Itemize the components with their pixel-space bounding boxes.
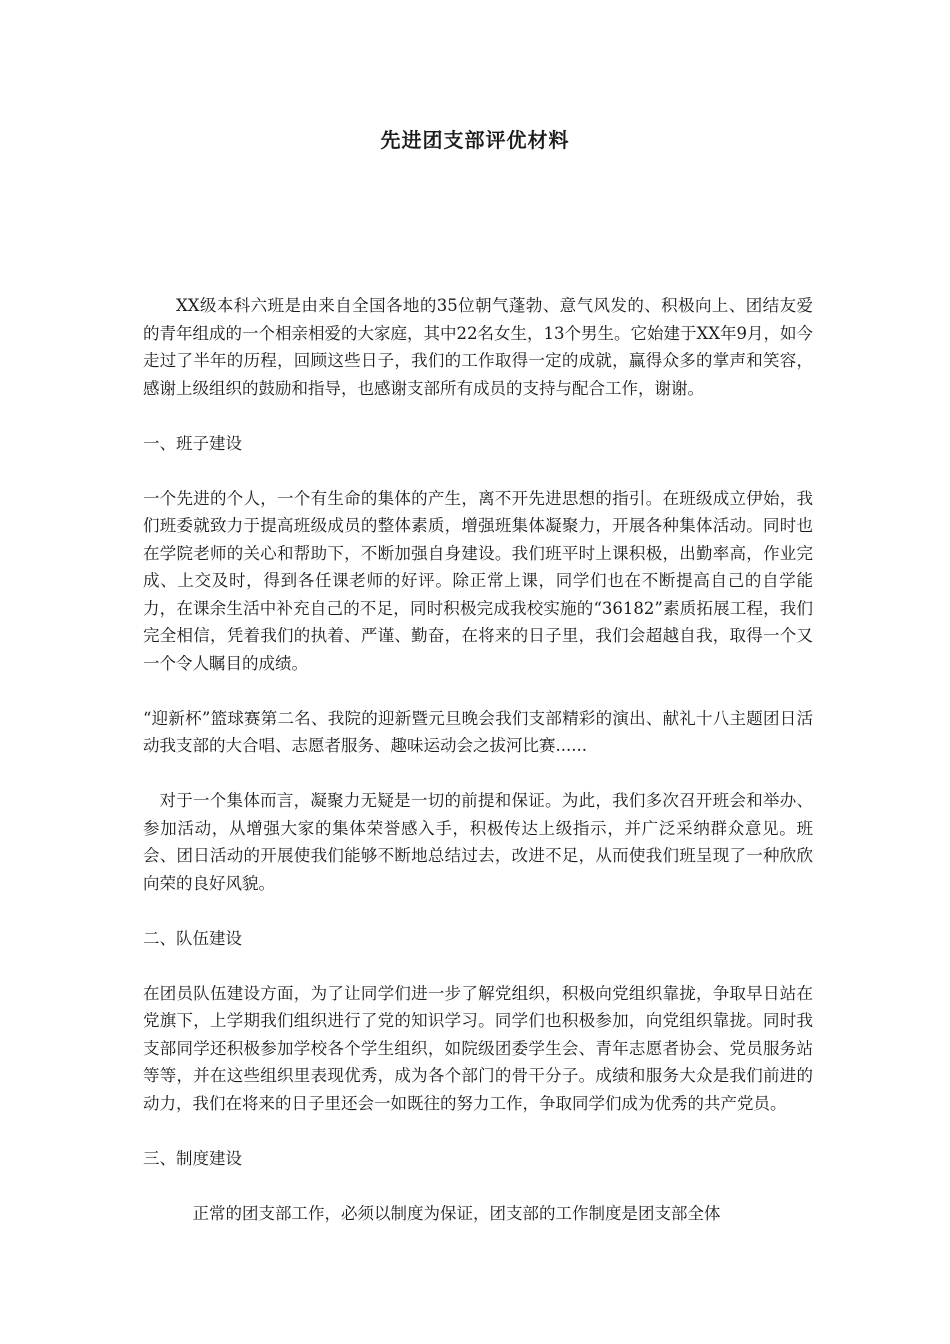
section-heading-team: 二、队伍建设: [143, 928, 242, 948]
cohesion-paragraph: 对于一个集体而言，凝聚力无疑是一切的前提和保证。为此，我们多次召开班会和举办、参加活动，从增强大家的集体荣誉感入手，积极传达上级指示，并广泛采纳群众意见。班会、团日活动的开展使我们能够不断地总结过去，改进不足，从而使我们班呈现了一种欣欣向荣的良好风貌。: [143, 791, 813, 893]
activities-paragraph: “迎新杯”篮球赛第二名、我院的迎新暨元旦晚会我们支部精彩的演出、献礼十八主题团日活动我支部的大合唱、志愿者服务、趣味运动会之拔河比赛......: [143, 708, 813, 755]
document-body: [143, 292, 813, 1255]
section-heading-leadership: 一、班子建设: [143, 433, 242, 453]
intro-paragraph: XX级本科六班是由来自全国各地的35位朝气蓬勃、意气风发的、积极向上、团结友爱的青年组成的一个相亲相爱的大家庭，其中22名女生，13个男生。它始建于XX年9月，如今走过了半年的历程，回顾这些日子，我们的工作取得一定的成就，赢得众多的掌声和笑容，感谢上级组织的鼓励和指导，也感谢支部所有成员的支持与配合工作，谢谢。: [143, 296, 813, 398]
team-paragraph: 在团员队伍建设方面，为了让同学们进一步了解党组织，积极向党组织靠拢，争取早日站在党旗下，上学期我们组织进行了党的知识学习。同学们也积极参加，向党组织靠拢。同时我支部同学还积极参加学校各个学生组织，如院级团委学生会、青年志愿者协会、党员服务站等等，并在这些组织里表现优秀，成为各个部门的骨干分子。成绩和服务大众是我们前进的动力，我们在将来的日子里还会一如既往的努力工作，争取同学们成为优秀的共产党员。: [143, 983, 813, 1113]
leadership-paragraph: 一个先进的个人，一个有生命的集体的产生，离不开先进思想的指引。在班级成立伊始，我们班委就致力于提高班级成员的整体素质，增强班集体凝聚力，开展各种集体活动。同时也在学院老师的关心和帮助下，不断加强自身建设。我们班平时上课积极，出勤率高，作业完成、上交及时，得到各任课老师的好评。除正常上课，同学们也在不断提高自己的自学能力，在课余生活中补充自己的不足，同时积极完成我校实施的“36182”素质拓展工程，我们完全相信，凭着我们的执着、严谨、勤奋，在将来的日子里，我们会超越自我，取得一个又一个令人瞩目的成绩。: [143, 488, 813, 673]
document-title: 先进团支部评优材料: [380, 128, 570, 152]
section-heading-system: 三、制度建设: [143, 1148, 242, 1168]
system-paragraph: 正常的团支部工作，必须以制度为保证，团支部的工作制度是团支部全体: [192, 1203, 721, 1223]
